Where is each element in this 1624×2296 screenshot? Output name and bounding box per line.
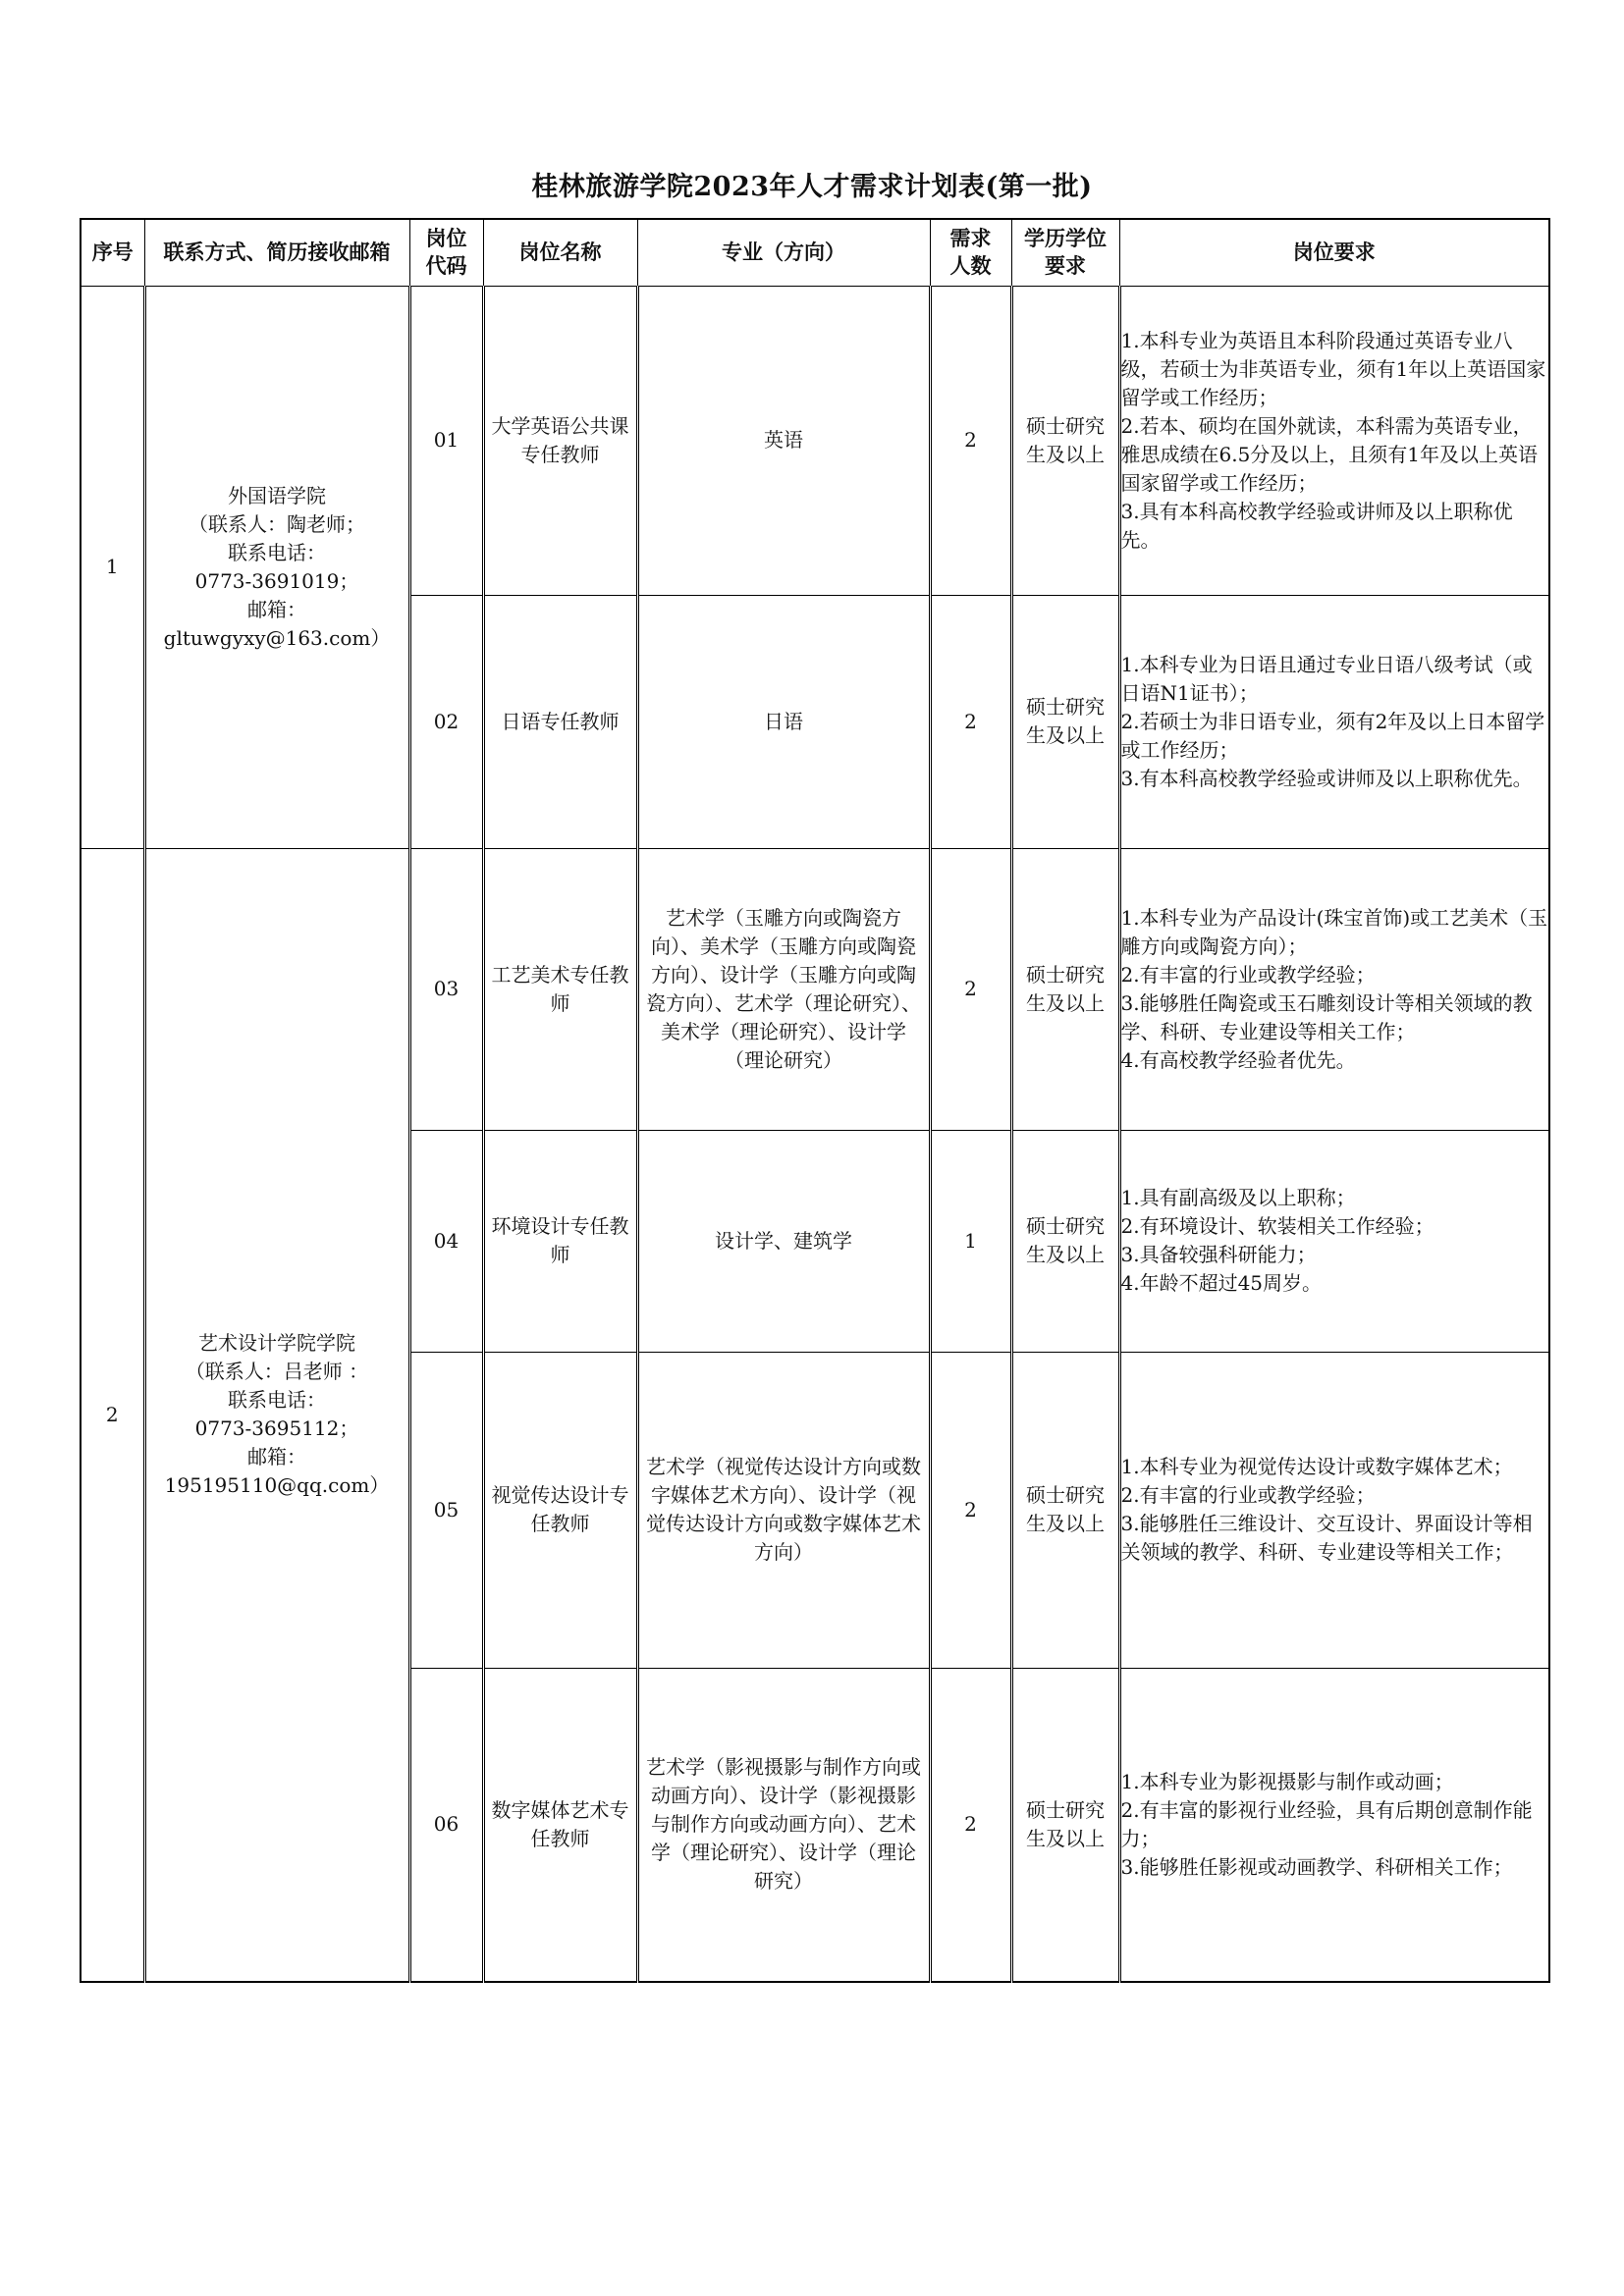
contact-line: 0773-3695112； bbox=[194, 1416, 359, 1441]
requirement-item: 1.本科专业为视觉传达设计或数字媒体艺术； bbox=[1120, 1455, 1513, 1478]
requirements-cell bbox=[1119, 1352, 1549, 1668]
requirements-cell bbox=[1119, 286, 1549, 595]
requirements-cell bbox=[1119, 1130, 1549, 1352]
count-cell: 1 bbox=[930, 1130, 1011, 1352]
position-cell: 数字媒体艺术专任教师 bbox=[483, 1668, 637, 1982]
header-count: 需求人数 bbox=[930, 219, 1011, 286]
table-row bbox=[81, 286, 1549, 595]
position-cell: 环境设计专任教师 bbox=[483, 1130, 637, 1352]
talent-plan-table bbox=[80, 218, 1550, 1983]
requirement-item: 1.本科专业为日语且通过专业日语八级考试（或日语N1证书）； bbox=[1120, 652, 1533, 705]
header-requirements: 岗位要求 bbox=[1119, 219, 1549, 286]
requirement-item: 2.有丰富的影视行业经验，具有后期创意制作能力； bbox=[1120, 1797, 1533, 1850]
major-cell: 日语 bbox=[637, 595, 930, 848]
contact-cell bbox=[144, 286, 409, 848]
count-cell: 2 bbox=[930, 848, 1011, 1130]
header-contact: 联系方式、简历接收邮箱 bbox=[144, 219, 409, 286]
count-cell: 2 bbox=[930, 286, 1011, 595]
position-cell: 工艺美术专任教师 bbox=[483, 848, 637, 1130]
header-major: 专业（方向） bbox=[637, 219, 930, 286]
degree-cell: 硕士研究生及以上 bbox=[1011, 1668, 1119, 1982]
requirement-item: 1.具有副高级及以上职称； bbox=[1120, 1186, 1356, 1209]
degree-cell: 硕士研究生及以上 bbox=[1011, 286, 1119, 595]
contact-line: 0773-3691019； bbox=[194, 568, 359, 593]
requirement-item: 3.具有本科高校教学经验或讲师及以上职称优先。 bbox=[1120, 499, 1513, 552]
requirement-item: 2.有丰富的行业或教学经验； bbox=[1120, 962, 1376, 987]
position-cell: 视觉传达设计专任教师 bbox=[483, 1352, 637, 1668]
contact-line: （联系人：吕老师 ： bbox=[185, 1360, 369, 1384]
requirement-item: 3.能够胜任三维设计、交互设计、界面设计等相关领域的教学、科研、专业建设等相关工作； bbox=[1120, 1512, 1533, 1564]
position-cell: 日语专任教师 bbox=[483, 595, 637, 848]
table-header-row bbox=[81, 219, 1549, 286]
code-cell: 01 bbox=[409, 286, 483, 595]
seq-cell: 2 bbox=[81, 848, 144, 1982]
requirements-cell bbox=[1119, 1668, 1549, 1982]
code-cell: 03 bbox=[409, 848, 483, 1130]
requirement-item: 2.有丰富的行业或教学经验； bbox=[1120, 1483, 1376, 1507]
requirement-item: 1.本科专业为英语且本科阶段通过英语专业八级，若硕士为非英语专业，须有1年以上英语国家留学或工作经历； bbox=[1120, 328, 1546, 409]
position-cell: 大学英语公共课专任教师 bbox=[483, 286, 637, 595]
major-cell: 英语 bbox=[637, 286, 930, 595]
contact-line: 外国语学院 bbox=[228, 483, 326, 507]
requirement-item: 3.能够胜任陶瓷或玉石雕刻设计等相关领域的教学、科研、专业建设等相关工作； bbox=[1120, 990, 1533, 1043]
requirement-item: 1.本科专业为产品设计(珠宝首饰)或工艺美术（玉雕方向或陶瓷方向）； bbox=[1120, 905, 1548, 958]
requirements-cell bbox=[1119, 848, 1549, 1130]
major-cell: 艺术学（玉雕方向或陶瓷方向）、美术学（玉雕方向或陶瓷方向）、设计学（玉雕方向或陶瓷方向）、艺术学（理论研究）、美术学（理论研究）、设计学（理论研究） bbox=[637, 848, 930, 1130]
code-cell: 04 bbox=[409, 1130, 483, 1352]
requirements-cell bbox=[1119, 595, 1549, 848]
header-seq: 序号 bbox=[81, 219, 144, 286]
table-row bbox=[81, 848, 1549, 1130]
requirement-item: 2.若本、硕均在国外就读，本科需为英语专业，雅思成绩在6.5分及以上，且须有1年及以上英语国家留学或工作经历； bbox=[1120, 413, 1539, 495]
contact-line: 邮箱： bbox=[247, 1445, 306, 1469]
header-degree: 学历学位要求 bbox=[1011, 219, 1119, 286]
requirement-item: 4.有高校教学经验者优先。 bbox=[1120, 1047, 1356, 1072]
code-cell: 06 bbox=[409, 1668, 483, 1982]
count-cell: 2 bbox=[930, 595, 1011, 848]
code-cell: 02 bbox=[409, 595, 483, 848]
degree-cell: 硕士研究生及以上 bbox=[1011, 848, 1119, 1130]
major-cell: 设计学、建筑学 bbox=[637, 1130, 930, 1352]
contact-line: 联系电话： bbox=[228, 540, 326, 564]
code-cell: 05 bbox=[409, 1352, 483, 1668]
major-cell: 艺术学（影视摄影与制作方向或动画方向）、设计学（影视摄影与制作方向或动画方向）、艺术学（理论研究）、设计学（理论研究） bbox=[637, 1668, 930, 1982]
contact-email: gltuwgyxy@163.com） bbox=[163, 625, 391, 650]
requirement-item: 3.具备较强科研能力； bbox=[1120, 1243, 1317, 1266]
requirement-item: 3.能够胜任影视或动画教学、科研相关工作； bbox=[1120, 1854, 1513, 1879]
contact-cell bbox=[144, 848, 409, 1982]
requirement-item: 2.若硕士为非日语专业，须有2年及以上日本留学或工作经历； bbox=[1120, 709, 1545, 762]
header-position: 岗位名称 bbox=[483, 219, 637, 286]
page-title: 桂林旅游学院2023年人才需求计划表(第一批) bbox=[531, 172, 1093, 202]
requirement-item: 1.本科专业为影视摄影与制作或动画； bbox=[1120, 1769, 1454, 1793]
seq-cell: 1 bbox=[81, 286, 144, 848]
major-cell: 艺术学（视觉传达设计方向或数字媒体艺术方向）、设计学（视觉传达设计方向或数字媒体艺术方向） bbox=[637, 1352, 930, 1668]
requirement-item: 4.年龄不超过45周岁。 bbox=[1120, 1271, 1323, 1295]
count-cell: 2 bbox=[930, 1668, 1011, 1982]
degree-cell: 硕士研究生及以上 bbox=[1011, 1130, 1119, 1352]
contact-email: 195195110@qq.com） bbox=[164, 1473, 390, 1498]
degree-cell: 硕士研究生及以上 bbox=[1011, 1352, 1119, 1668]
requirement-item: 2.有环境设计、软装相关工作经验； bbox=[1120, 1214, 1435, 1238]
header-code: 岗位代码 bbox=[409, 219, 483, 286]
contact-line: 邮箱： bbox=[247, 597, 306, 621]
degree-cell: 硕士研究生及以上 bbox=[1011, 595, 1119, 848]
contact-line: 联系电话： bbox=[228, 1388, 326, 1413]
contact-line: （联系人：陶老师； bbox=[189, 511, 365, 536]
requirement-item: 3.有本科高校教学经验或讲师及以上职称优先。 bbox=[1120, 766, 1533, 790]
count-cell: 2 bbox=[930, 1352, 1011, 1668]
contact-line: 艺术设计学院学院 bbox=[198, 1331, 355, 1356]
